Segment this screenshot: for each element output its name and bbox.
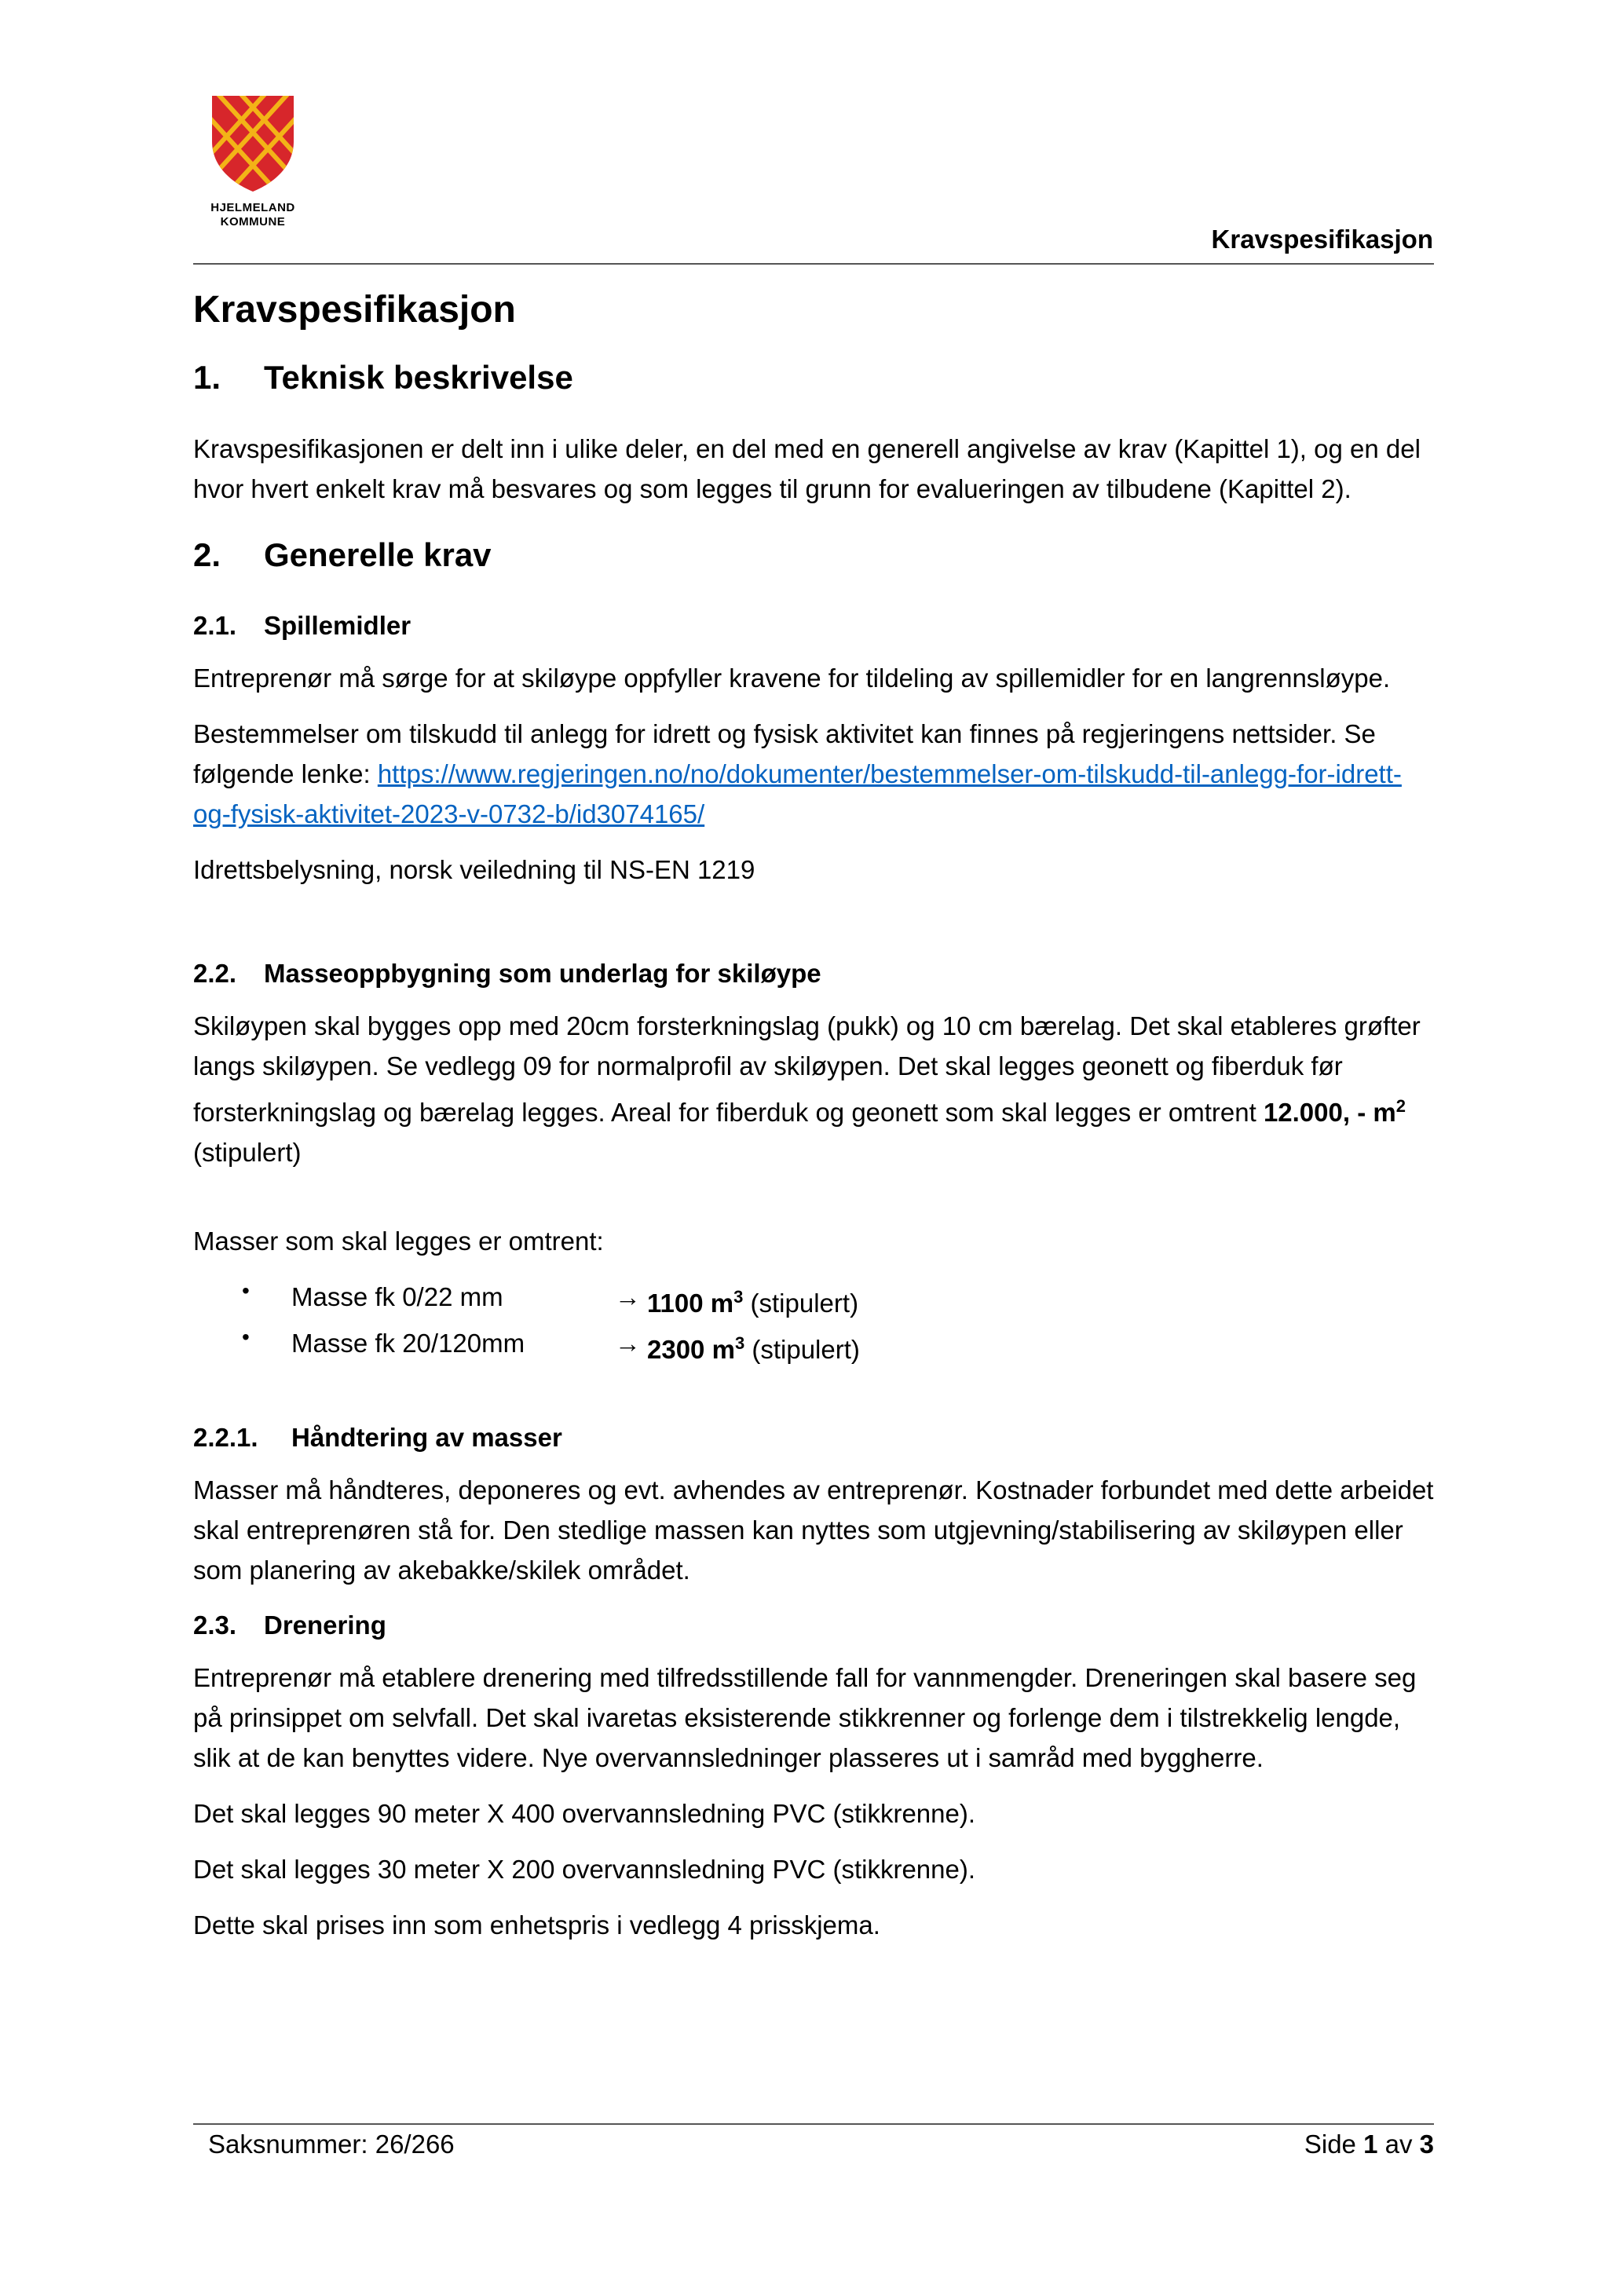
section-2-1-paragraph-2 — [193, 714, 1434, 834]
area-unit-exponent: 2 — [1395, 1096, 1406, 1116]
mass-name: Masse fk 0/22 mm — [291, 1282, 503, 1311]
document-body — [193, 283, 1434, 1961]
section-title: Masseoppbygning som underlag for skiløype — [264, 959, 821, 988]
section-title: Drenering — [264, 1610, 386, 1640]
logo-caption — [198, 201, 308, 229]
section-2-2-paragraph-1 — [193, 1006, 1434, 1172]
section-2-2-1-paragraph: Masser må håndteres, deponeres og evt. avhendes av entreprenør. Kostnader forbundet med dette arbeidet skal entreprenøren stå for. Den stedlige massen kan nyttes som utgjevning/stabilisering av skiløypen eller som planering av akebakke/skilek området. — [193, 1475, 1434, 1585]
section-2-3-paragraph-4: Dette skal prises inn som enhetspris i vedlegg 4 prisskjema. — [193, 1910, 880, 1940]
arrow-right-icon: → — [615, 1329, 641, 1358]
section-number: 2.2. — [193, 959, 237, 988]
coat-of-arms-icon — [209, 93, 297, 193]
page-number — [1304, 2130, 1434, 2159]
section-2-2-heading — [193, 954, 1434, 993]
logo-line-1: HJELMELAND — [210, 201, 295, 214]
section-number: 2.2.1. — [193, 1423, 258, 1452]
section-2-heading — [193, 531, 1434, 579]
bullet: • — [242, 1325, 250, 1349]
area-amount: 12.000, - m — [1263, 1098, 1396, 1127]
section-2-3-paragraph-3: Det skal legges 30 meter X 200 overvannsledning PVC (stikkrenne). — [193, 1855, 976, 1884]
section-2-3-paragraph-2: Det skal legges 90 meter X 400 overvannsledning PVC (stikkrenne). — [193, 1799, 976, 1828]
mass-name: Masse fk 20/120mm — [291, 1329, 525, 1358]
case-number: Saksnummer: 26/266 — [208, 2130, 455, 2159]
section-2-1-paragraph-1: Entreprenør må sørge for at skiløype oppfyller kravene for tildeling av spillemidler for en langrennsløype. — [193, 664, 1391, 693]
section-2-1-paragraph-3: Idrettsbelysning, norsk veiledning til NS-EN 1219 — [193, 855, 755, 884]
unit-exponent: 3 — [734, 1333, 745, 1353]
section-title: Generelle krav — [264, 536, 492, 573]
total-pages: 3 — [1419, 2130, 1434, 2159]
area-note: (stipulert) — [193, 1138, 302, 1167]
bullet: • — [242, 1278, 250, 1303]
footer-divider — [193, 2123, 1434, 2125]
section-1-paragraph: Kravspesifikasjonen er delt inn i ulike deler, en del med en generell angivelse av krav (Kapittel 1), og en del hvor hvert enkelt krav må besvares og som legges til grunn for evalueringen av tilbudene (Kapittel 2). — [193, 434, 1421, 503]
section-number: 2. — [193, 536, 221, 573]
municipality-logo — [198, 93, 308, 229]
mass-list — [193, 1277, 1434, 1369]
page-prefix: Side — [1304, 2130, 1364, 2159]
regjeringen-link[interactable]: https://www.regjeringen.no/no/dokumenter/bestemmelser-om-tilskudd-til-anlegg-for-idrett-og-fysisk-aktivitet-2023-v-0732-b/id3074165/ — [193, 759, 1402, 828]
paragraph-text: Skiløypen skal bygges opp med 20cm forsterkningslag (pukk) og 10 cm bærelag. Det skal etableres grøfter langs skiløypen. Se vedlegg 09 for normalprofil av skiløypen. Det skal legges geonett og fiberduk før forsterkningslag og bærelag legges. Areal for fiberduk og geonett som skal legges er omtrent — [193, 1011, 1421, 1127]
mass-note: (stipulert) — [743, 1289, 859, 1318]
arrow-right-icon: → — [615, 1282, 641, 1311]
section-number: 2.1. — [193, 611, 237, 640]
section-2-2-1-heading — [193, 1418, 1434, 1457]
section-number: 1. — [193, 359, 221, 396]
section-number: 2.3. — [193, 1610, 237, 1640]
page-separator: av — [1377, 2130, 1420, 2159]
section-title: Teknisk beskrivelse — [264, 359, 573, 396]
list-item — [193, 1277, 1434, 1323]
list-item — [193, 1323, 1434, 1369]
mass-note: (stipulert) — [744, 1335, 860, 1364]
section-title: Spillemidler — [264, 611, 411, 640]
current-page: 1 — [1363, 2130, 1378, 2159]
mass-amount: 2300 m — [647, 1335, 735, 1364]
section-2-3-paragraph-1: Entreprenør må etablere drenering med tilfredsstillende fall for vannmengder. Dreneringen skal basere seg på prinsippet om selvfall. Det skal ivaretas eksisterende stikkrenner og forlenge dem i tilstrekkelig lengde, slik at de kan benyttes videre. Nye overvannsledninger plasseres ut i samråd med byggherre. — [193, 1663, 1417, 1772]
header-divider — [193, 263, 1434, 265]
section-2-2-paragraph-2: Masser som skal legges er omtrent: — [193, 1227, 604, 1256]
section-1-heading — [193, 353, 1434, 402]
logo-line-2: KOMMUNE — [220, 215, 286, 229]
unit-exponent: 3 — [733, 1287, 744, 1307]
running-header: Kravspesifikasjon — [1211, 225, 1433, 254]
section-title: Håndtering av masser — [291, 1423, 562, 1452]
page-title: Kravspesifikasjon — [193, 289, 516, 331]
paragraph-text: Bestemmelser om tilskudd til anlegg for idrett og fysisk aktivitet kan finnes på regjeringens nettsider. Se følgende lenke: — [193, 719, 1376, 788]
mass-amount: 1100 m — [647, 1289, 734, 1318]
section-2-1-heading — [193, 606, 1434, 645]
section-2-3-heading — [193, 1606, 1434, 1645]
